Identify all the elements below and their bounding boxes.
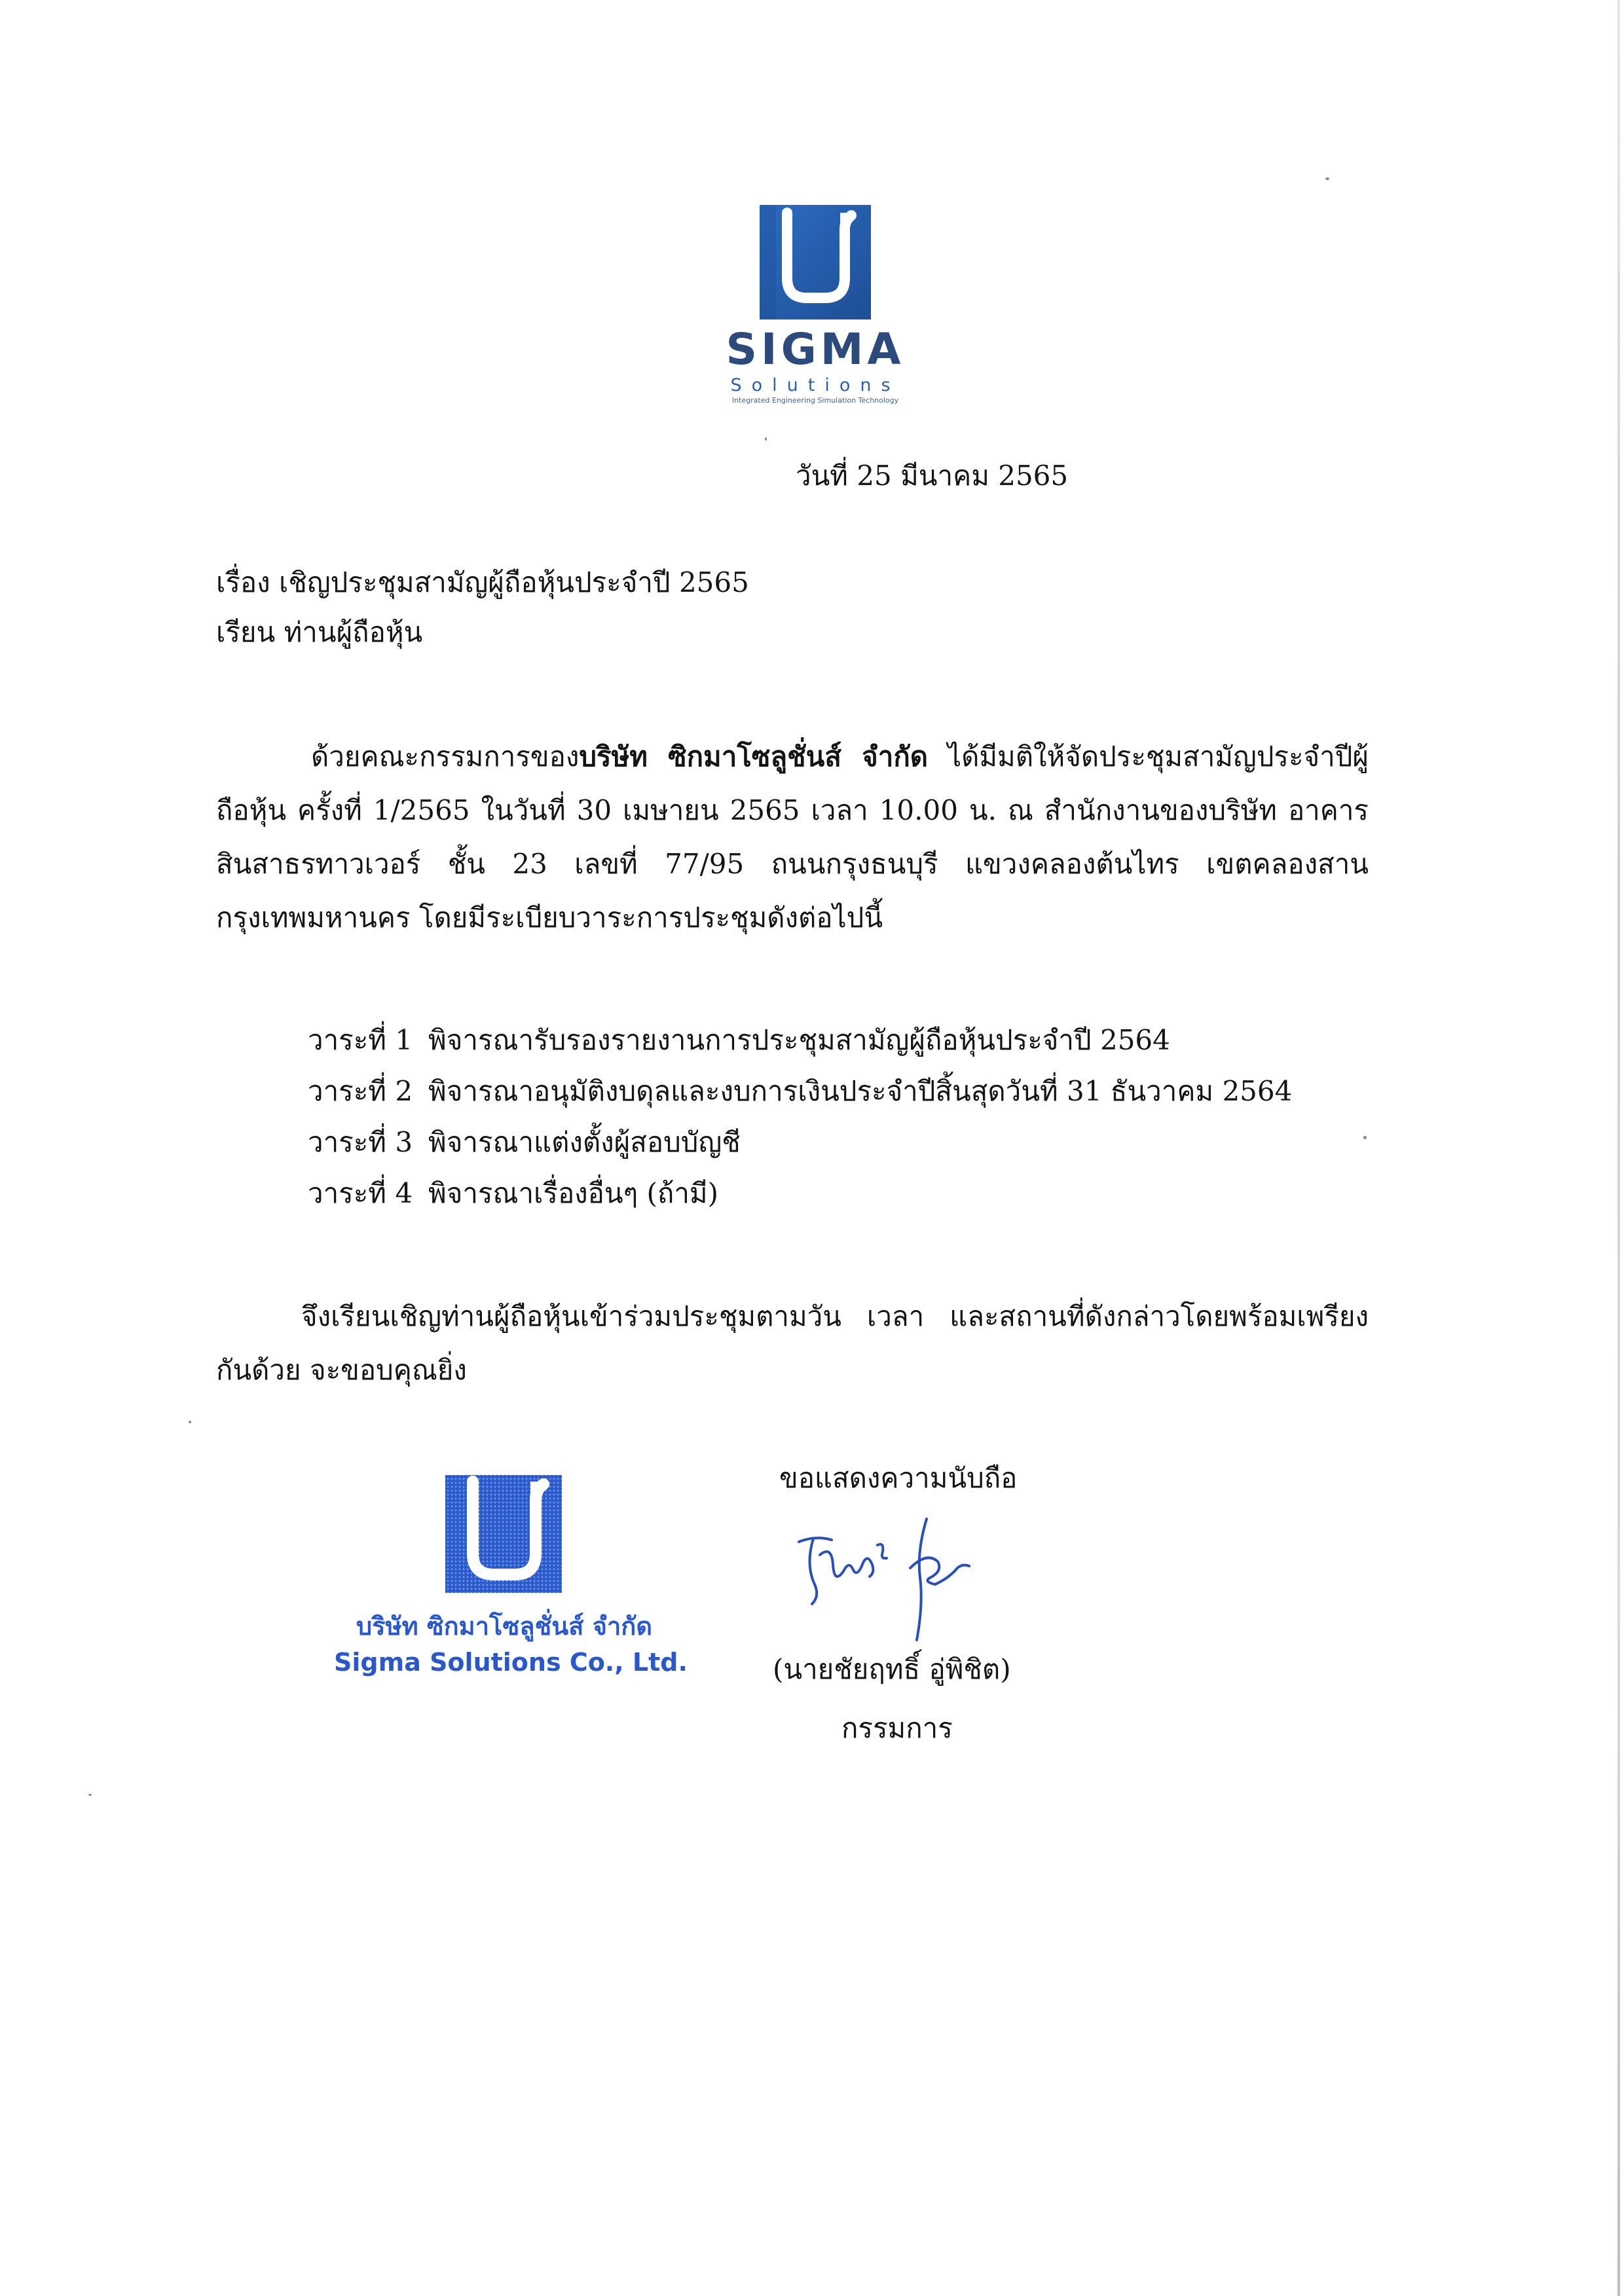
logo-word: SIGMA (726, 324, 905, 374)
agenda-item (308, 1168, 1356, 1219)
regards-text: ขอแสดงความนับถือ (779, 1462, 1018, 1494)
company-stamp (334, 1470, 688, 1692)
logo-tagline: Integrated Engineering Simulation Technology (731, 396, 899, 405)
agenda-number: วาระที่ 2 (308, 1075, 413, 1107)
stamp-name-english: Sigma Solutions Co., Ltd. (334, 1648, 688, 1677)
letter-salutation: เรียน ท่านผู้ถือหุ้น (216, 616, 423, 648)
stamp-logo-icon (439, 1470, 570, 1601)
handwritten-signature (786, 1506, 1008, 1650)
closing-paragraph (216, 1290, 1369, 1397)
letter-subject: เรื่อง เชิญประชุมสามัญผู้ถือหุ้นประจำปี 2565 (216, 566, 749, 598)
agenda-item (308, 1066, 1356, 1117)
company-name-bold: บริษัท ซิกมาโซลูชั่นส์ จำกัด (579, 740, 929, 773)
agenda-item (308, 1117, 1356, 1168)
signer-name: (นายชัยฤทธิ์ อู่พิชิต) (773, 1653, 1011, 1685)
agenda-number: วาระที่ 1 (308, 1024, 413, 1056)
closing-text: จึงเรียนเชิญท่านผู้ถือหุ้นเข้าร่วมประชุมตามวัน เวลา และสถานที่ดังกล่าวโดยพร้อมเพรียงกันด้วย จะขอบคุณยิ่ง (216, 1300, 1369, 1386)
logo-subtitle: Solutions (730, 375, 900, 395)
agenda-item (308, 1015, 1356, 1066)
agenda-text: พิจารณาอนุมัติงบดุลและงบการเงินประจำปีสิ้นสุดวันที่ 31 ธันวาคม 2564 (428, 1075, 1293, 1107)
body-details: ได้มีมติให้จัดประชุมสามัญประจำปีผู้ถือหุ้น ครั้งที่ 1/2565 ในวันที่ 30 เมษายน 2565 เวลา 10.00 น. ณ สำนักงานของบริษัท อาคารสินสาธรทาวเวอร์ ชั้น 23 เลขที่ 77/95 ถนนกรุงธนบุรี แขวงคลองต้นไทร เขตคลองสาน กรุงเทพมหานคร โดยมีระเบียบวาระการประชุมดังต่อไปนี้ (216, 740, 1369, 934)
scan-speck (1363, 1136, 1367, 1139)
stamp-name-thai: บริษัท ซิกมาโซลูชั่นส์ จำกัด (356, 1612, 652, 1641)
scan-edge (1617, 0, 1620, 2296)
letter-date: วันที่ 25 มีนาคม 2565 (796, 460, 1069, 492)
agenda-text: พิจารณาเรื่องอื่นๆ (ถ้ามี) (428, 1177, 718, 1209)
agenda-number: วาระที่ 4 (308, 1177, 413, 1209)
agenda-text: พิจารณาแต่งตั้งผู้สอบบัญชี (428, 1126, 741, 1158)
sigma-logo-icon (714, 200, 910, 324)
scan-speck (1325, 177, 1329, 180)
signer-position: กรรมการ (841, 1712, 953, 1744)
agenda-number: วาระที่ 3 (308, 1126, 413, 1158)
scan-speck (765, 437, 767, 441)
body-intro: ด้วยคณะกรรมการของ (311, 740, 580, 773)
company-logo (714, 200, 910, 403)
agenda-list (308, 1015, 1356, 1219)
body-paragraph (216, 730, 1369, 945)
scan-speck (88, 1794, 92, 1796)
agenda-text: พิจารณารับรองรายงานการประชุมสามัญผู้ถือหุ้นประจำปี 2564 (428, 1024, 1170, 1056)
scan-speck (189, 1421, 191, 1423)
